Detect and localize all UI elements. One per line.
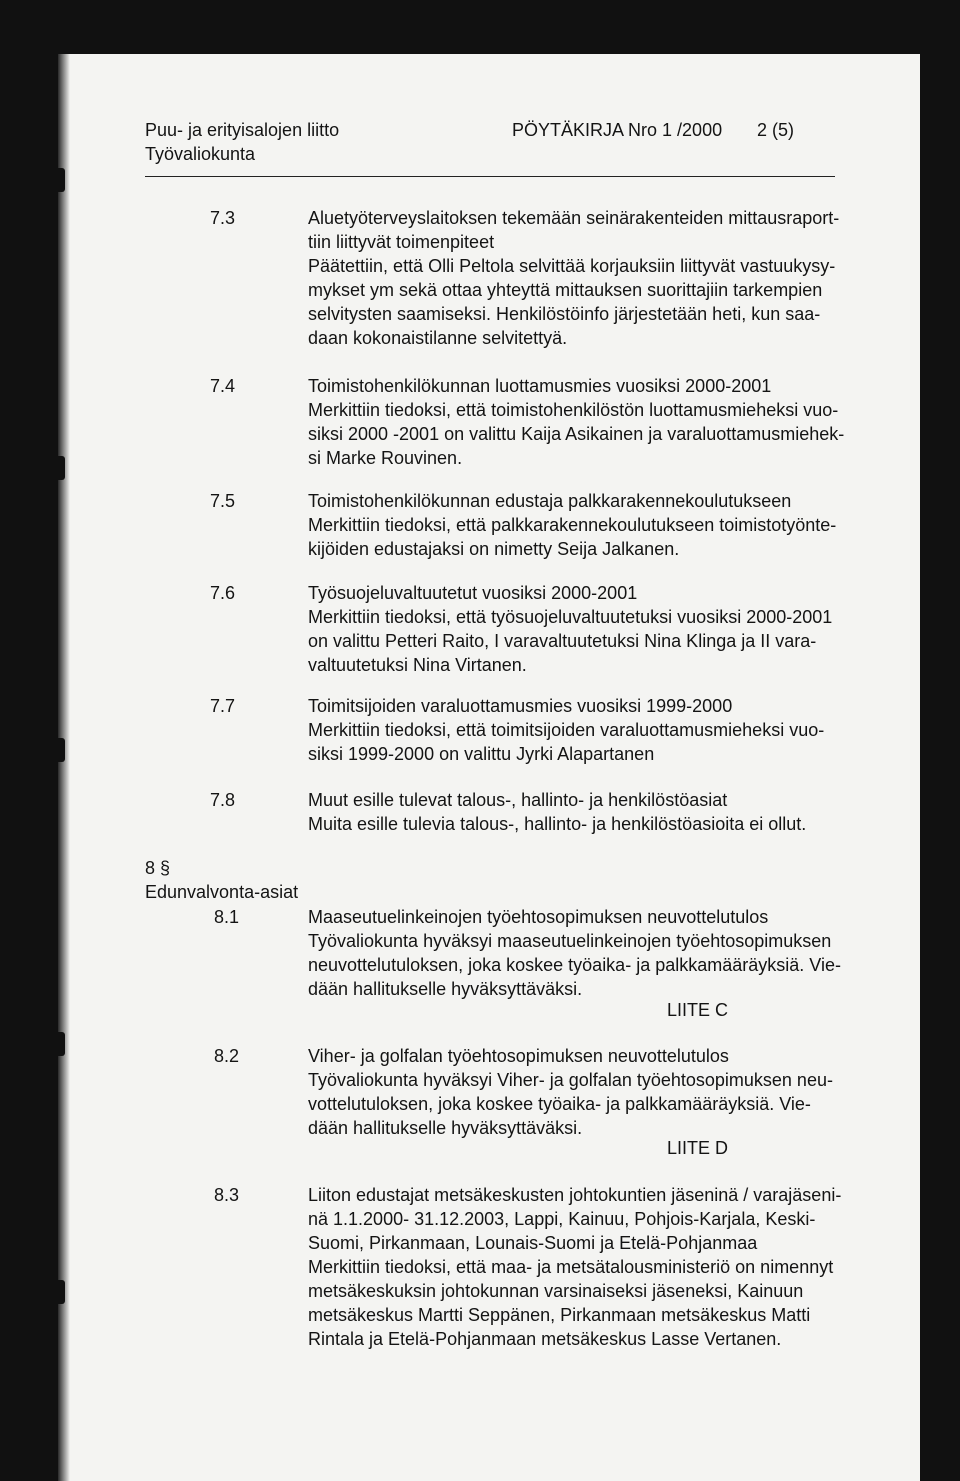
item-body bbox=[308, 374, 848, 470]
binder-hole bbox=[58, 738, 65, 762]
item-number: 7.5 bbox=[210, 491, 236, 511]
item-body bbox=[308, 1183, 848, 1351]
item-number: 7.7 bbox=[210, 696, 236, 716]
item-body bbox=[308, 1044, 848, 1140]
section-title: Edunvalvonta-asiat bbox=[145, 882, 299, 902]
item-number: 8.3 bbox=[214, 1185, 240, 1205]
item-body bbox=[308, 206, 848, 350]
item-line: Työvaliokunta hyväksyi maaseutuelinkeinojen työehtosopimuksen bbox=[308, 931, 832, 951]
item-line: Rintala ja Etelä-Pohjanmaan metsäkeskus Lasse Vertanen. bbox=[308, 1329, 782, 1349]
item-line: metsäkeskus Martti Seppänen, Pirkanmaan metsäkeskus Matti bbox=[308, 1305, 811, 1325]
item-line: on valittu Petteri Raito, I varavaltuutetuksi Nina Klinga ja II vara- bbox=[308, 631, 817, 651]
item-number: 7.8 bbox=[210, 790, 236, 810]
item-line: Liiton edustajat metsäkeskusten johtokuntien jäseninä / varajäseni- bbox=[308, 1185, 842, 1205]
binder-hole bbox=[58, 456, 65, 480]
header-page-number: 2 (5) bbox=[757, 120, 795, 140]
attachment-label: LIITE C bbox=[667, 1000, 729, 1020]
header-doc-title: PÖYTÄKIRJA Nro 1 /2000 bbox=[512, 120, 723, 140]
item-number: 7.6 bbox=[210, 583, 236, 603]
item-body bbox=[308, 694, 848, 766]
item-body bbox=[308, 905, 848, 1001]
item-line: Toimistohenkilökunnan luottamusmies vuosiksi 2000-2001 bbox=[308, 376, 772, 396]
item-line: Muita esille tulevia talous-, hallinto- ja henkilöstöasioita ei ollut. bbox=[308, 814, 807, 834]
binder-hole bbox=[58, 1280, 65, 1304]
item-line: Maaseutuelinkeinojen työehtosopimuksen neuvottelutulos bbox=[308, 907, 769, 927]
item-line: Merkittiin tiedoksi, että palkkarakennekoulutukseen toimistotyönte- bbox=[308, 515, 837, 535]
item-number: 8.2 bbox=[214, 1046, 240, 1066]
item-line: vottelutuloksen, joka koskee työaika- ja palkkamääräyksiä. Vie- bbox=[308, 1094, 811, 1114]
binder-hole bbox=[58, 1032, 65, 1056]
item-line: dään hallitukselle hyväksyttäväksi. bbox=[308, 979, 583, 999]
item-line: dään hallitukselle hyväksyttäväksi. bbox=[308, 1118, 583, 1138]
item-body bbox=[308, 489, 848, 561]
item-line: Toimistohenkilökunnan edustaja palkkarakennekoulutukseen bbox=[308, 491, 792, 511]
item-line: nä 1.1.2000- 31.12.2003, Lappi, Kainuu, Pohjois-Karjala, Keski- bbox=[308, 1209, 816, 1229]
binder-hole bbox=[58, 168, 65, 192]
item-line: si Marke Rouvinen. bbox=[308, 448, 463, 468]
item-line: valtuutetuksi Nina Virtanen. bbox=[308, 655, 527, 675]
item-line: Merkittiin tiedoksi, että työsuojeluvaltuutetuksi vuosiksi 2000-2001 bbox=[308, 607, 833, 627]
item-line: Toimitsijoiden varaluottamusmies vuosiksi 1999-2000 bbox=[308, 696, 733, 716]
item-number: 8.1 bbox=[214, 907, 240, 927]
page-edge-shadow bbox=[58, 54, 70, 1481]
item-line: Työvaliokunta hyväksyi Viher- ja golfalan työehtosopimuksen neu- bbox=[308, 1070, 833, 1090]
item-body bbox=[308, 788, 848, 836]
item-line: siksi 1999-2000 on valittu Jyrki Alapartanen bbox=[308, 744, 655, 764]
item-line: neuvottelutuloksen, joka koskee työaika- ja palkkamääräyksiä. Vie- bbox=[308, 955, 841, 975]
item-line: kijöiden edustajaksi on nimetty Seija Jalkanen. bbox=[308, 539, 680, 559]
section-mark: 8 § bbox=[145, 858, 171, 878]
item-line: Muut esille tulevat talous-, hallinto- ja henkilöstöasiat bbox=[308, 790, 728, 810]
item-line: mykset ym sekä ottaa yhteyttä mittauksen suorittajiin tarkempien bbox=[308, 280, 823, 300]
item-body bbox=[308, 581, 848, 677]
header-committee: Työvaliokunta bbox=[145, 144, 256, 164]
item-line: Päätettiin, että Olli Peltola selvittää korjauksiin liittyvät vastuukysy- bbox=[308, 256, 836, 276]
item-line: metsäkeskuksin johtokunnan varsinaiseksi jäseneksi, Kainuun bbox=[308, 1281, 804, 1301]
item-line: Suomi, Pirkanmaan, Lounais-Suomi ja Etelä-Pohjanmaa bbox=[308, 1233, 758, 1253]
item-line: tiin liittyvät toimenpiteet bbox=[308, 232, 495, 252]
item-number: 7.3 bbox=[210, 208, 236, 228]
item-line: Merkittiin tiedoksi, että toimistohenkilöstön luottamusmieheksi vuo- bbox=[308, 400, 839, 420]
item-line: Merkittiin tiedoksi, että maa- ja metsätalousministeriö on nimennyt bbox=[308, 1257, 834, 1277]
item-line: daan kokonaistilanne selvitettyä. bbox=[308, 328, 568, 348]
item-line: siksi 2000 -2001 on valittu Kaija Asikainen ja varaluottamusmiehek- bbox=[308, 424, 845, 444]
header-divider bbox=[145, 176, 835, 177]
attachment-label: LIITE D bbox=[667, 1138, 729, 1158]
item-line: Työsuojeluvaltuutetut vuosiksi 2000-2001 bbox=[308, 583, 638, 603]
item-number: 7.4 bbox=[210, 376, 236, 396]
item-line: Merkittiin tiedoksi, että toimitsijoiden varaluottamusmieheksi vuo- bbox=[308, 720, 825, 740]
item-line: Viher- ja golfalan työehtosopimuksen neuvottelutulos bbox=[308, 1046, 729, 1066]
item-line: Aluetyöterveyslaitoksen tekemään seinärakenteiden mittausraport- bbox=[308, 208, 840, 228]
item-line: selvitysten saamiseksi. Henkilöstöinfo järjestetään heti, kun saa- bbox=[308, 304, 821, 324]
header-org: Puu- ja erityisalojen liitto bbox=[145, 120, 340, 140]
